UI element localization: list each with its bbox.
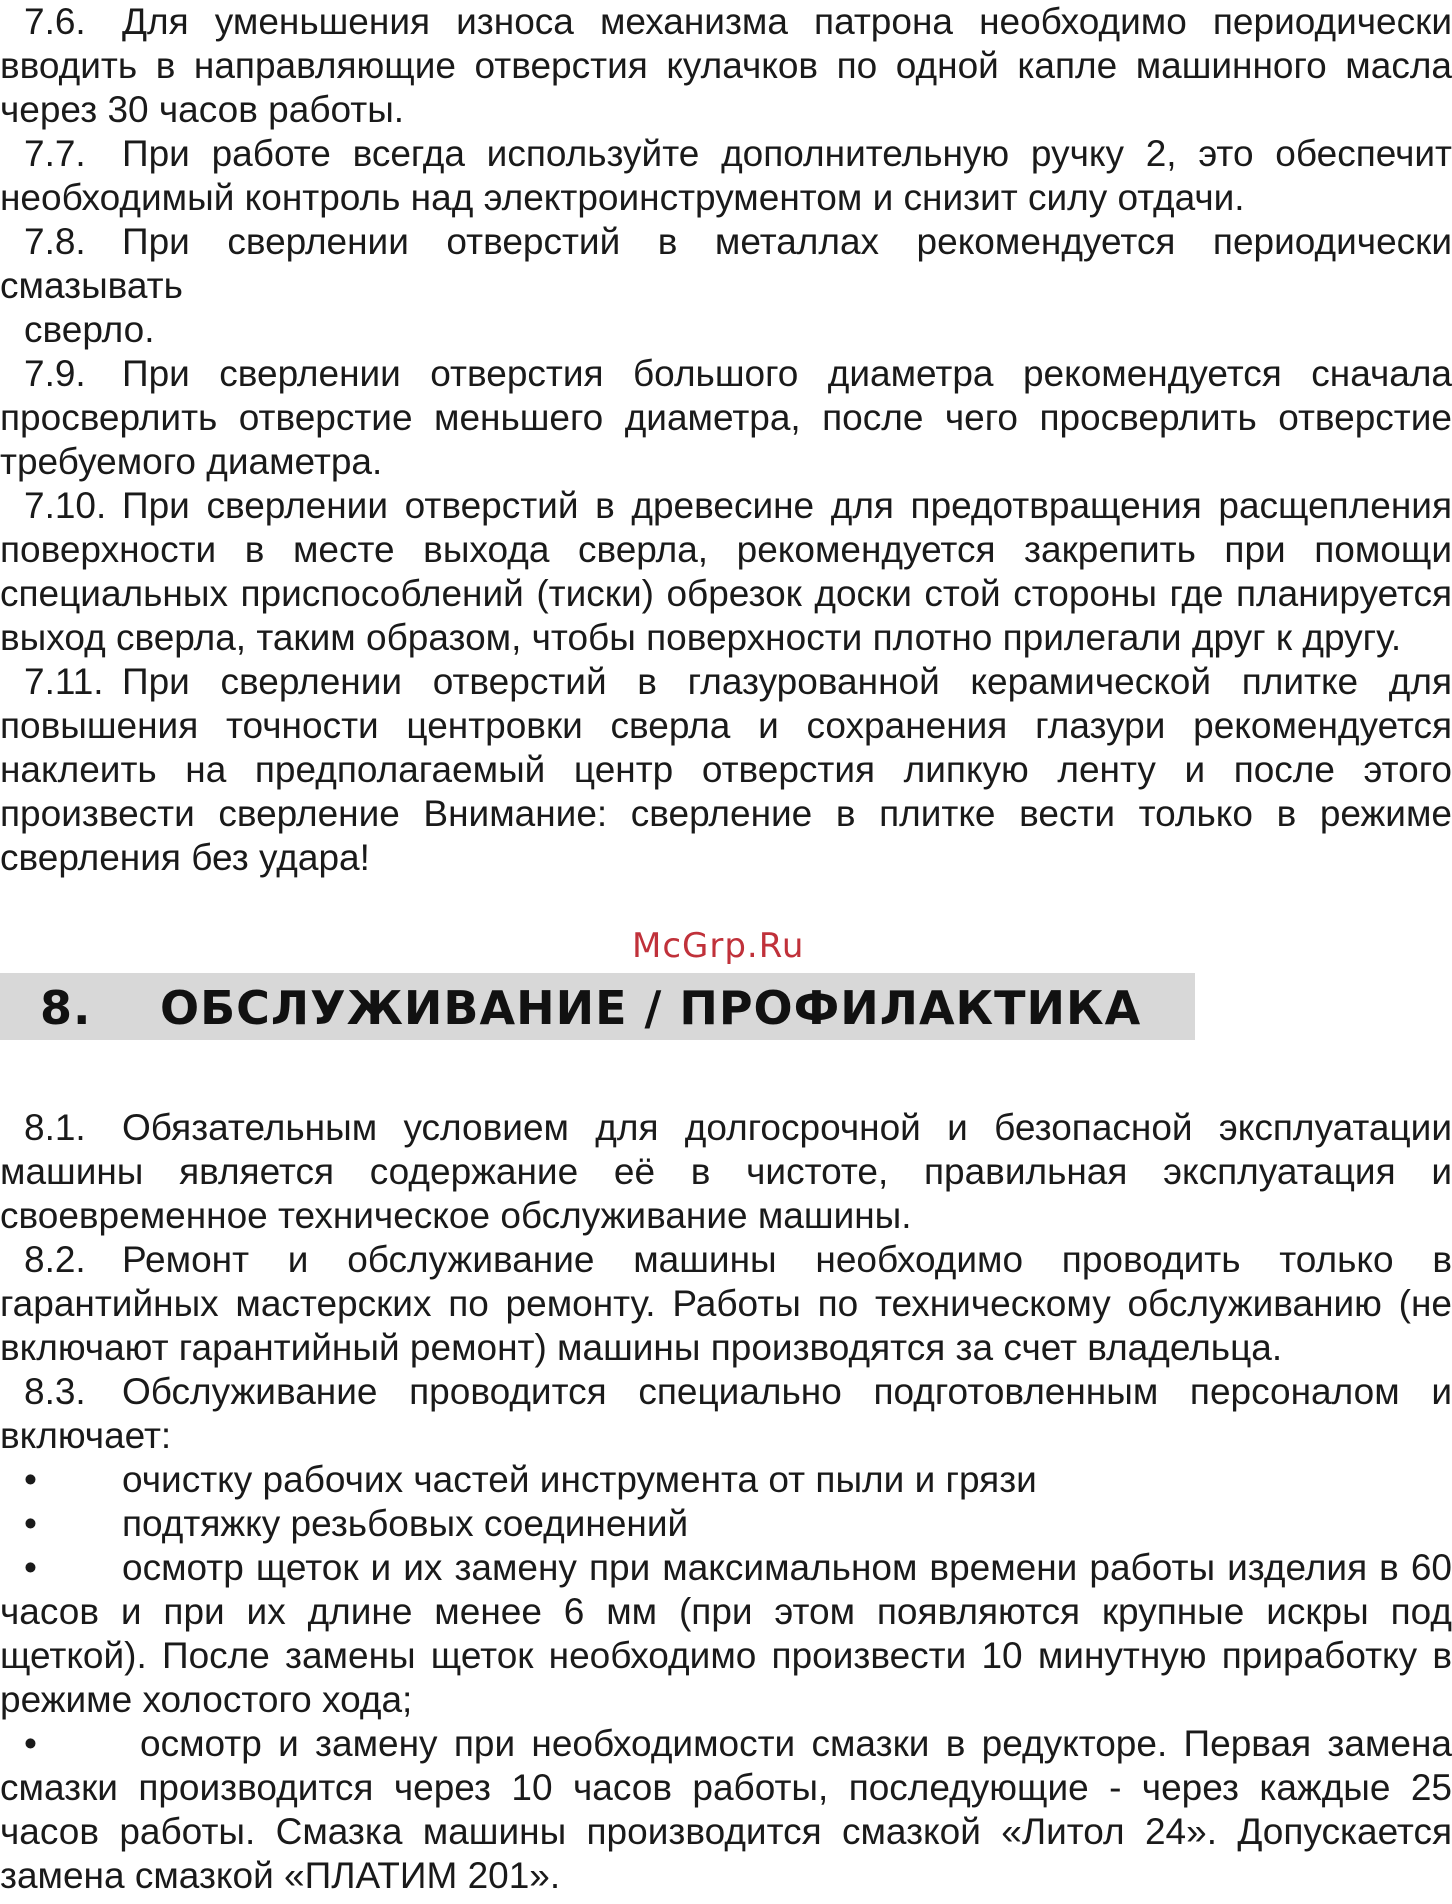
paragraph-text: Для уменьшения износа механизма патрона необходимо периодически вводить в направляющие отверстия кулачков по одной капле машинного масла через 30 часов работы. bbox=[0, 1, 1452, 130]
section-8-heading bbox=[0, 973, 1195, 1040]
paragraph-text: При сверлении отверстий в металлах рекомендуется периодически смазывать bbox=[0, 221, 1452, 306]
paragraph-7-8-tail: сверло. bbox=[24, 309, 155, 350]
paragraph-text: Обслуживание проводится специально подготовленным персоналом и включает: bbox=[0, 1371, 1452, 1456]
paragraph-text: При сверлении отверстий в глазурованной керамической плитке для повышения точности центровки сверла и сохранения глазури рекомендуется наклеить на предполагаемый центр отверстия липкую ленту и после этого произвести сверление Внимание: сверление в плитке вести только в режиме сверления без удара! bbox=[0, 661, 1452, 878]
paragraph-number: 7.9. bbox=[24, 353, 86, 394]
bullet-icon: • bbox=[24, 1723, 37, 1764]
paragraph-number: 8.3. bbox=[24, 1371, 86, 1412]
heading-number: 8. bbox=[40, 981, 92, 1035]
list-item-text: очистку рабочих частей инструмента от пыли и грязи bbox=[122, 1459, 1037, 1500]
bullet-icon: • bbox=[24, 1503, 37, 1544]
paragraph-number: 7.10. bbox=[24, 485, 107, 526]
paragraph-8-3 bbox=[0, 1370, 1452, 1458]
paragraph-text: При сверлении отверстий в древесине для предотвращения расщепления поверхности в месте выхода сверла, рекомендуется закрепить при помощи специальных приспособлений (тиски) обрезок доски стой стороны где планируется выход сверла, таким образом, чтобы поверхности плотно прилегали друг к другу. bbox=[0, 485, 1452, 658]
paragraph-7-9 bbox=[0, 352, 1452, 484]
paragraph-text: Ремонт и обслуживание машины необходимо проводить только в гарантийных мастерских по ремонту. Работы по техническому обслуживанию (не включают гарантийный ремонт) машины производятся за счет владельца. bbox=[0, 1239, 1452, 1368]
section-7-text bbox=[0, 0, 1452, 880]
heading-title: ОБСЛУЖИВАНИЕ / ПРОФИЛАКТИКА bbox=[160, 981, 1142, 1035]
paragraph-number: 7.11. bbox=[24, 661, 104, 702]
paragraph-7-8 bbox=[0, 220, 1452, 308]
list-item-text: осмотр и замену при необходимости смазки в редукторе. Первая замена смазки производится через 10 часов работы, последующие - через каждые 25 часов работы. Смазка машины производится смазкой «Литол 24». Допускается замена смазкой «ПЛАТИМ 201». bbox=[0, 1723, 1452, 1896]
paragraph-8-1 bbox=[0, 1106, 1452, 1238]
paragraph-text: При сверлении отверстия большого диаметра рекомендуется сначала просверлить отверстие меньшего диаметра, после чего просверлить отверстие требуемого диаметра. bbox=[0, 353, 1452, 482]
bullet-icon: • bbox=[24, 1547, 37, 1588]
paragraph-text: При работе всегда используйте дополнительную ручку 2, это обеспечит необходимый контроль над электроинструментом и снизит силу отдачи. bbox=[0, 133, 1452, 218]
paragraph-7-6 bbox=[0, 0, 1452, 132]
paragraph-7-11 bbox=[0, 660, 1452, 880]
paragraph-number: 7.7. bbox=[24, 133, 86, 174]
list-item-text: осмотр щеток и их замену при максимальном времени работы изделия в 60 часов и при их длине менее 6 мм (при этом появляются крупные искры под щеткой). После замены щеток необходимо произвести 10 минутную приработку в режиме холостого хода; bbox=[0, 1547, 1452, 1720]
list-item bbox=[0, 1502, 1452, 1546]
watermark-text: McGrp.Ru bbox=[632, 926, 805, 966]
paragraph-number: 7.8. bbox=[24, 221, 86, 262]
paragraph-text: Обязательным условием для долгосрочной и безопасной эксплуатации машины является содержание её в чистоте, правильная эксплуатация и своевременное техническое обслуживание машины. bbox=[0, 1107, 1452, 1236]
paragraph-number: 8.2. bbox=[24, 1239, 86, 1280]
list-item-text: подтяжку резьбовых соединений bbox=[122, 1503, 689, 1544]
paragraph-8-2 bbox=[0, 1238, 1452, 1370]
list-item bbox=[0, 1546, 1452, 1722]
list-item bbox=[0, 1458, 1452, 1502]
paragraph-number: 8.1. bbox=[24, 1107, 86, 1148]
paragraph-7-7 bbox=[0, 132, 1452, 220]
paragraph-7-10 bbox=[0, 484, 1452, 660]
paragraph-number: 7.6. bbox=[24, 1, 86, 42]
list-item bbox=[0, 1722, 1452, 1898]
bullet-icon: • bbox=[24, 1459, 37, 1500]
section-8-text bbox=[0, 1106, 1452, 1898]
